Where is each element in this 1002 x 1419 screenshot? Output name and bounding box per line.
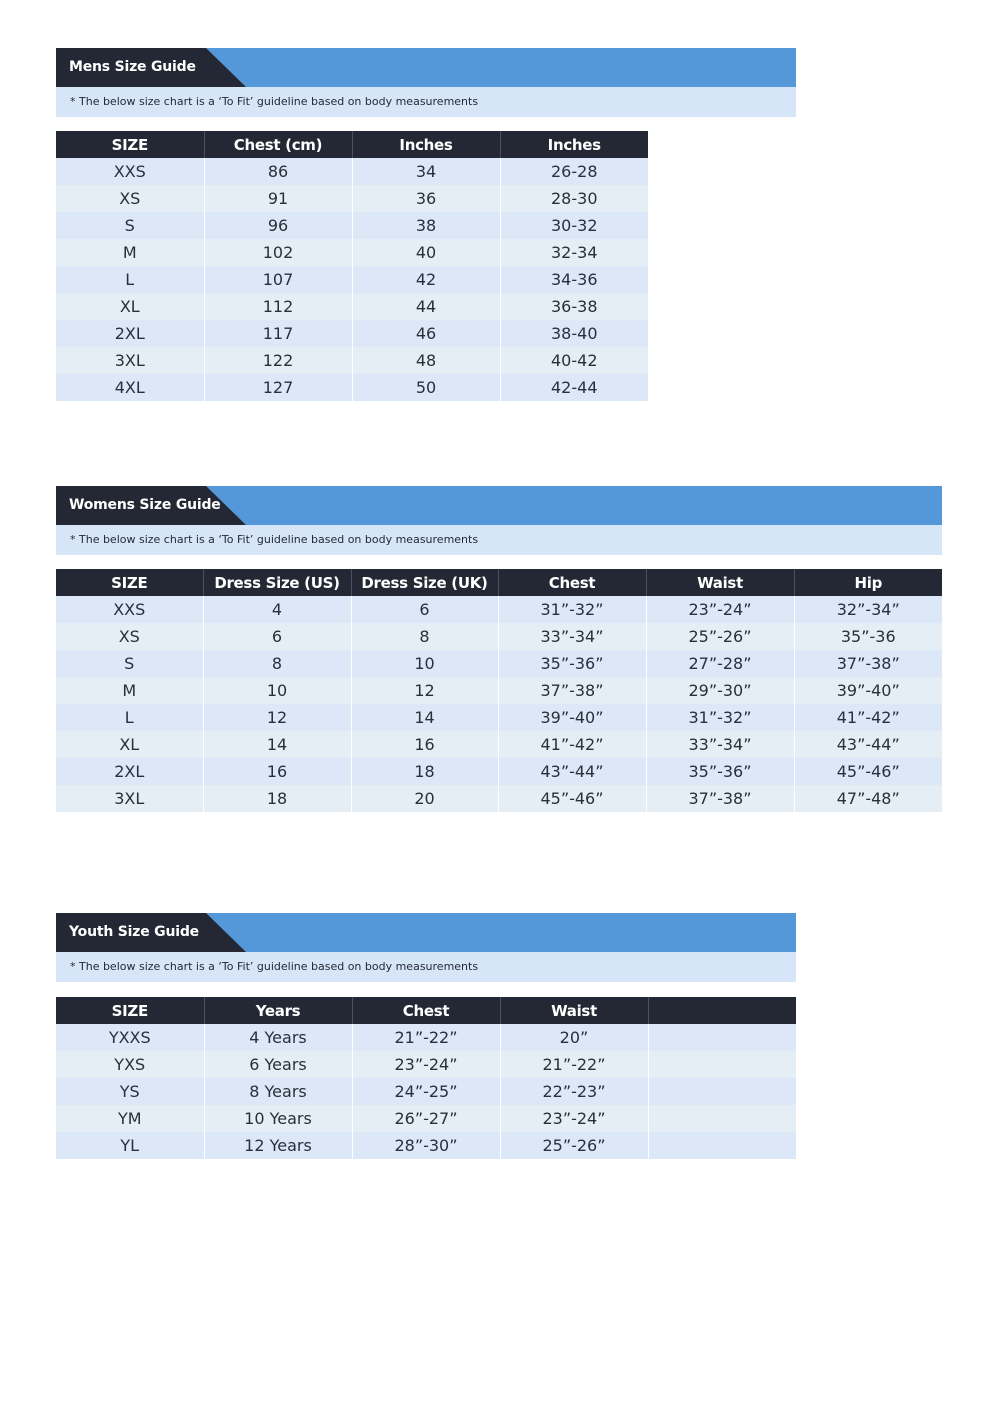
youth-note: * The below size chart is a ‘To Fit’ guideline based on body measurements — [56, 952, 796, 982]
mens-table-cell: M — [56, 239, 204, 266]
womens-size-guide-section — [56, 486, 942, 808]
youth-table-cell — [648, 1132, 796, 1159]
womens-header-cell: SIZE — [56, 569, 203, 596]
mens-table-cell: 3XL — [56, 347, 204, 374]
womens-table-cell: 31”-32” — [498, 596, 646, 623]
mens-table-cell: 40-42 — [500, 347, 648, 374]
womens-table-cell: 14 — [351, 704, 498, 731]
womens-title: Womens Size Guide — [69, 497, 221, 513]
womens-header-cell: Dress Size (UK) — [351, 569, 498, 596]
youth-table-cell: YXXS — [56, 1024, 204, 1051]
table-row — [56, 347, 648, 374]
youth-size-table — [56, 997, 796, 1159]
womens-table-cell: XL — [56, 731, 203, 758]
mens-table-cell: 86 — [204, 158, 352, 185]
womens-table-cell: 41”-42” — [794, 704, 942, 731]
mens-table-cell: 44 — [352, 293, 500, 320]
mens-table-cell: 38 — [352, 212, 500, 239]
womens-header-cell: Dress Size (US) — [203, 569, 351, 596]
womens-table-cell: 12 — [351, 677, 498, 704]
womens-table-cell: 18 — [351, 758, 498, 785]
table-row — [56, 623, 942, 650]
youth-table-cell: 25”-26” — [500, 1132, 648, 1159]
mens-table-cell: XS — [56, 185, 204, 212]
table-row — [56, 1132, 796, 1159]
youth-table-cell: 23”-24” — [352, 1051, 500, 1078]
mens-table-cell: 2XL — [56, 320, 204, 347]
mens-table-cell: 48 — [352, 347, 500, 374]
mens-table-cell: S — [56, 212, 204, 239]
table-row — [56, 212, 648, 239]
womens-header-cell: Waist — [646, 569, 794, 596]
mens-table-cell: 30-32 — [500, 212, 648, 239]
youth-table-cell: YXS — [56, 1051, 204, 1078]
womens-table-cell: 16 — [203, 758, 351, 785]
youth-header-cell: SIZE — [56, 997, 204, 1024]
table-row — [56, 1078, 796, 1105]
youth-table-cell — [648, 1024, 796, 1051]
mens-table-cell: 107 — [204, 266, 352, 293]
table-row — [56, 758, 942, 785]
womens-table-cell: 45”-46” — [498, 785, 646, 812]
womens-table-cell: XS — [56, 623, 203, 650]
womens-table-cell: 14 — [203, 731, 351, 758]
womens-table-cell: 41”-42” — [498, 731, 646, 758]
mens-table-cell: 34-36 — [500, 266, 648, 293]
womens-table-cell: 2XL — [56, 758, 203, 785]
table-row — [56, 320, 648, 347]
womens-table-cell: 29”-30” — [646, 677, 794, 704]
womens-table-cell: 39”-40” — [498, 704, 646, 731]
table-row — [56, 293, 648, 320]
mens-table-cell: 34 — [352, 158, 500, 185]
table-row — [56, 185, 648, 212]
youth-header-cell — [648, 997, 796, 1024]
womens-table-cell: 27”-28” — [646, 650, 794, 677]
womens-table-cell: 10 — [351, 650, 498, 677]
womens-table-cell: L — [56, 704, 203, 731]
youth-header-row — [56, 997, 796, 1024]
youth-header-cell: Waist — [500, 997, 648, 1024]
womens-banner — [56, 486, 942, 525]
youth-table-cell: 22”-23” — [500, 1078, 648, 1105]
mens-table-cell: 40 — [352, 239, 500, 266]
mens-table-cell: 4XL — [56, 374, 204, 401]
youth-table-cell: 6 Years — [204, 1051, 352, 1078]
womens-table-cell: M — [56, 677, 203, 704]
youth-table-cell: 12 Years — [204, 1132, 352, 1159]
womens-table-cell: 33”-34” — [498, 623, 646, 650]
womens-table-cell: 6 — [351, 596, 498, 623]
womens-table-cell: 18 — [203, 785, 351, 812]
youth-table-cell — [648, 1051, 796, 1078]
mens-table-cell: 50 — [352, 374, 500, 401]
womens-header-cell: Hip — [794, 569, 942, 596]
mens-table-cell: 36 — [352, 185, 500, 212]
mens-table-cell: 96 — [204, 212, 352, 239]
youth-table-cell: 21”-22” — [352, 1024, 500, 1051]
youth-table-cell: YS — [56, 1078, 204, 1105]
womens-header-cell: Chest — [498, 569, 646, 596]
table-row — [56, 704, 942, 731]
womens-table-cell: 8 — [351, 623, 498, 650]
mens-header-cell: Inches — [352, 131, 500, 158]
mens-table-cell: 46 — [352, 320, 500, 347]
mens-table-cell: 127 — [204, 374, 352, 401]
womens-table-cell: 23”-24” — [646, 596, 794, 623]
table-row — [56, 239, 648, 266]
mens-size-table — [56, 131, 648, 401]
youth-header-cell: Chest — [352, 997, 500, 1024]
mens-table-cell: L — [56, 266, 204, 293]
womens-table-cell: 45”-46” — [794, 758, 942, 785]
table-row — [56, 1051, 796, 1078]
youth-table-cell — [648, 1078, 796, 1105]
youth-table-cell: 4 Years — [204, 1024, 352, 1051]
youth-title: Youth Size Guide — [69, 924, 199, 940]
youth-table-cell: 8 Years — [204, 1078, 352, 1105]
mens-table-cell: 102 — [204, 239, 352, 266]
youth-table-cell: 28”-30” — [352, 1132, 500, 1159]
mens-header-row — [56, 131, 648, 158]
womens-table-cell: 12 — [203, 704, 351, 731]
youth-table-cell: 20” — [500, 1024, 648, 1051]
youth-table-cell: YM — [56, 1105, 204, 1132]
mens-table-cell: 38-40 — [500, 320, 648, 347]
mens-table-cell: 36-38 — [500, 293, 648, 320]
mens-banner — [56, 48, 796, 87]
table-row — [56, 785, 942, 812]
womens-table-cell: 35”-36 — [794, 623, 942, 650]
table-row — [56, 731, 942, 758]
table-row — [56, 596, 942, 623]
table-row — [56, 1105, 796, 1132]
womens-table-cell: 25”-26” — [646, 623, 794, 650]
womens-table-cell: XXS — [56, 596, 203, 623]
womens-table-cell: 16 — [351, 731, 498, 758]
womens-header-row — [56, 569, 942, 596]
womens-table-cell: 43”-44” — [794, 731, 942, 758]
youth-table-cell — [648, 1105, 796, 1132]
youth-table-cell: 21”-22” — [500, 1051, 648, 1078]
womens-table-cell: 35”-36” — [646, 758, 794, 785]
womens-table-cell: 43”-44” — [498, 758, 646, 785]
womens-table-cell: 3XL — [56, 785, 203, 812]
youth-table-cell: 10 Years — [204, 1105, 352, 1132]
womens-table-cell: 37”-38” — [794, 650, 942, 677]
mens-table-cell: 122 — [204, 347, 352, 374]
youth-table-cell: YL — [56, 1132, 204, 1159]
mens-table-cell: 91 — [204, 185, 352, 212]
mens-table-cell: 117 — [204, 320, 352, 347]
womens-table-cell: 8 — [203, 650, 351, 677]
womens-table-cell: 31”-32” — [646, 704, 794, 731]
mens-header-cell: SIZE — [56, 131, 204, 158]
womens-table-cell: 35”-36” — [498, 650, 646, 677]
mens-table-cell: 28-30 — [500, 185, 648, 212]
table-row — [56, 266, 648, 293]
mens-table-cell: XL — [56, 293, 204, 320]
womens-table-cell: 37”-38” — [498, 677, 646, 704]
table-row — [56, 374, 648, 401]
youth-header-cell: Years — [204, 997, 352, 1024]
youth-table-cell: 23”-24” — [500, 1105, 648, 1132]
youth-table-cell: 26”-27” — [352, 1105, 500, 1132]
mens-table-cell: 112 — [204, 293, 352, 320]
youth-table-cell: 24”-25” — [352, 1078, 500, 1105]
table-row — [56, 650, 942, 677]
mens-table-cell: XXS — [56, 158, 204, 185]
womens-table-cell: 32”-34” — [794, 596, 942, 623]
womens-table-cell: 20 — [351, 785, 498, 812]
mens-table-cell: 42-44 — [500, 374, 648, 401]
mens-title: Mens Size Guide — [69, 59, 196, 75]
youth-size-guide-section — [56, 913, 796, 1155]
youth-banner — [56, 913, 796, 952]
table-row — [56, 677, 942, 704]
mens-table-cell: 32-34 — [500, 239, 648, 266]
table-row — [56, 158, 648, 185]
womens-table-cell: 39”-40” — [794, 677, 942, 704]
womens-table-cell: S — [56, 650, 203, 677]
womens-table-cell: 4 — [203, 596, 351, 623]
womens-table-cell: 33”-34” — [646, 731, 794, 758]
table-row — [56, 1024, 796, 1051]
womens-note: * The below size chart is a ‘To Fit’ guideline based on body measurements — [56, 525, 942, 555]
mens-header-cell: Inches — [500, 131, 648, 158]
mens-table-cell: 26-28 — [500, 158, 648, 185]
mens-size-guide-section — [56, 48, 796, 397]
womens-table-cell: 47”-48” — [794, 785, 942, 812]
mens-table-cell: 42 — [352, 266, 500, 293]
mens-note: * The below size chart is a ‘To Fit’ guideline based on body measurements — [56, 87, 796, 117]
womens-table-cell: 10 — [203, 677, 351, 704]
womens-table-cell: 37”-38” — [646, 785, 794, 812]
womens-table-cell: 6 — [203, 623, 351, 650]
womens-size-table — [56, 569, 942, 812]
mens-header-cell: Chest (cm) — [204, 131, 352, 158]
